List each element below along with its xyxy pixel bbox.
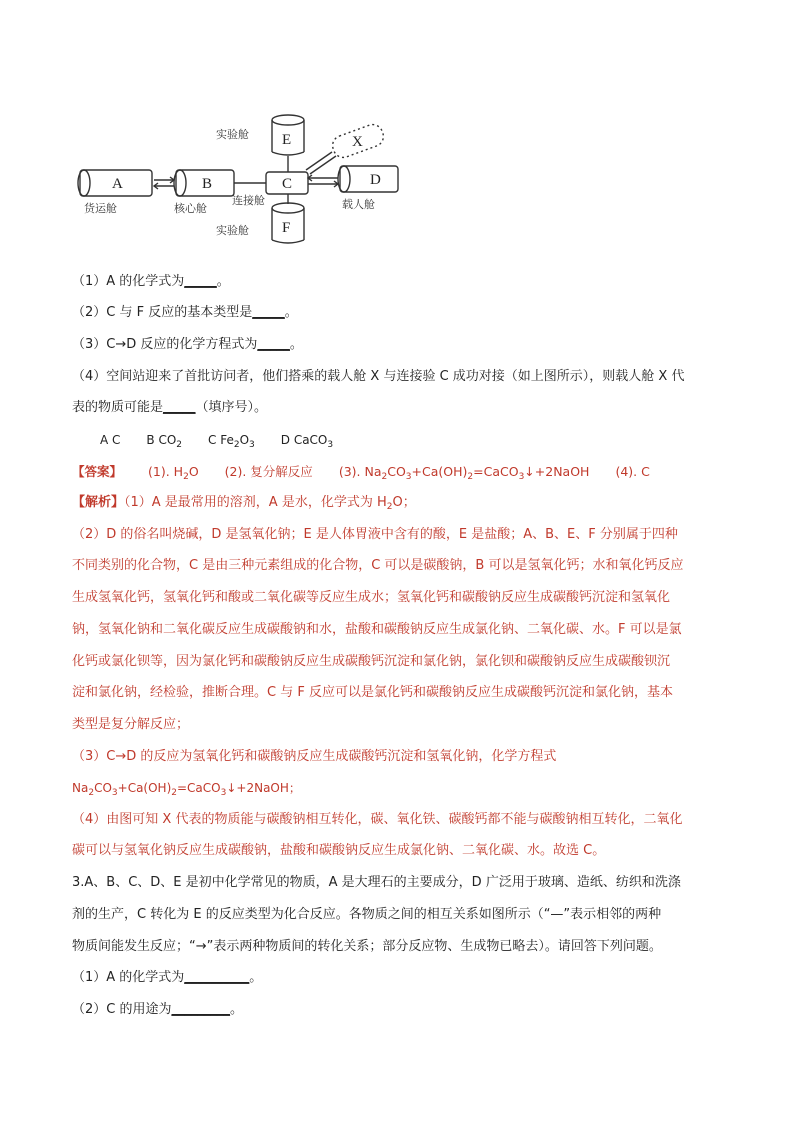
q1-end: 。 xyxy=(216,274,230,289)
node-d: D xyxy=(370,172,381,188)
node-e: E xyxy=(282,132,292,148)
option-b: B $CO_2$ xyxy=(146,433,183,450)
analysis-label: 【解析】 xyxy=(72,495,125,510)
q3-text: （3）C→D 反应的化学方程式为 xyxy=(72,337,258,352)
answer-4: (4). C xyxy=(615,464,650,479)
q2-blank: _____ xyxy=(252,305,285,320)
analysis-p4-l2: 碳可以与氢氧化钠反应生成碳酸钠，盐酸和碳酸钠反应生成氯化钠、二氧化碳、水。故选 C。 xyxy=(72,843,606,858)
analysis-p3-l1: （3）C→D 的反应为氢氧化钙和碳酸钠反应生成碳酸钙沉淀和氢氧化钠，化学方程式 xyxy=(72,749,557,764)
q3-end: 。 xyxy=(289,337,303,352)
analysis-p2-l7: 类型是复分解反应； xyxy=(72,717,190,732)
node-b: B xyxy=(202,176,213,192)
question-4-line-2 xyxy=(72,398,267,418)
question-4-line-1: （4）空间站迎来了首批访问者，他们搭乘的载人舱 X 与连接验 C 成功对接（如上图所示），则载人舱 X 代 xyxy=(72,369,685,384)
question-1 xyxy=(72,272,230,292)
q1-text: （1）A 的化学式为 xyxy=(72,274,185,289)
node-f: F xyxy=(282,220,291,236)
label-a: 货运舱 xyxy=(84,202,117,215)
analysis-p2-l1: （2）D 的俗名叫烧碱，D 是氢氧化钠；E 是人体胃液中含有的酸，E 是盐酸；A、B、E、F 分别属于四种 xyxy=(72,527,678,542)
q3-blank: _____ xyxy=(257,337,290,352)
option-a: A C xyxy=(100,433,121,447)
next-question-l2: 剂的生产，C 转化为 E 的反应类型为化合反应。各物质之间的相互关系如图所示（“—”表示相邻的两种 xyxy=(72,907,662,922)
analysis-p2-l6: 淀和氯化钠，经检验，推断合理。C 与 F 反应可以是氯化钙和碳酸钠反应生成碳酸钙沉淀和氯化钠，基本 xyxy=(72,685,673,700)
next-q2-blank: _________ xyxy=(171,1002,230,1017)
question-4-options xyxy=(100,430,333,455)
next-question-l1: 3.A、B、C、D、E 是初中化学常见的物质，A 是大理石的主要成分，D 广泛用于玻璃、造纸、纺织和洗涤 xyxy=(72,875,681,890)
next-question-q1: （1）A 的化学式为__________。 xyxy=(72,968,262,988)
label-d: 载人舱 xyxy=(342,198,375,211)
q4-text: 表的物质可能是 xyxy=(72,400,164,415)
label-e: 实验舱 xyxy=(216,128,249,141)
label-f: 实验舱 xyxy=(216,224,249,237)
analysis-p3-equation: $Na_2CO_3+Ca(OH)_2=CaCO_3↓+2NaOH$； xyxy=(72,781,301,798)
space-station-diagram xyxy=(70,100,410,250)
analysis-p4-l1: （4）由图可知 X 代表的物质能与碳酸钠相互转化，碳、氧化铁、碳酸钙都不能与碳酸钠相互转化，二氧化 xyxy=(72,812,683,827)
next-q1-blank: __________ xyxy=(184,970,250,985)
analysis-p1: 【解析】（1）A 是最常用的溶剂，A 是水，化学式为 $H_2O$； xyxy=(72,495,416,512)
answer-1: (1). $H_2O$ xyxy=(148,464,199,482)
next-question-q2: （2）C 的用途为_________。 xyxy=(72,1000,243,1020)
q1-blank: _____ xyxy=(184,274,217,289)
q2-text: （2）C 与 F 反应的基本类型是 xyxy=(72,305,253,320)
answer-2: (2). 复分解反应 xyxy=(224,464,313,479)
answer-3: (3). $Na_2CO_3+Ca(OH)_2=CaCO_3↓+2NaOH$ xyxy=(338,464,590,482)
question-2 xyxy=(72,303,298,323)
option-c: C $Fe_2O_3$ xyxy=(208,433,255,450)
analysis-p2-l5: 化钙或氯化钡等，因为氯化钙和碳酸钠反应生成碳酸钙沉淀和氯化钠，氯化钡和碳酸钠反应生成碳酸钡沉 xyxy=(72,654,671,669)
answer-label: 【答案】 xyxy=(72,464,123,479)
answer-line xyxy=(72,462,650,487)
analysis-p2-l3: 生成氢氧化钙，氢氧化钙和酸或二氧化碳等反应生成水；氢氧化钙和碳酸钠反应生成碳酸钙沉淀和氢氧化 xyxy=(72,590,671,605)
label-b: 核心舱 xyxy=(174,202,207,215)
node-x: X xyxy=(352,134,363,150)
analysis-p2-l4: 钠，氢氧化钠和二氧化碳反应生成碳酸钠和水，盐酸和碳酸钠反应生成氯化钠、二氧化碳、水。F 可以是氯 xyxy=(72,622,682,637)
analysis-p2-l2: 不同类别的化合物，C 是由三种元素组成的化合物，C 可以是碳酸钠，B 可以是氢氧化钙；水和氧化钙反应 xyxy=(72,558,684,573)
q4-blank: _____ xyxy=(163,400,196,415)
node-c: C xyxy=(282,176,293,192)
q4-end: （填序号）。 xyxy=(195,400,268,415)
next-question-l3: 物质间能发生反应；“→”表示两种物质间的转化关系；部分反应物、生成物已略去）。请回答下列问题。 xyxy=(72,939,662,954)
label-c: 连接舱 xyxy=(232,194,265,207)
q2-end: 。 xyxy=(284,305,298,320)
node-a: A xyxy=(112,176,123,192)
question-3 xyxy=(72,335,303,355)
option-d: D CaCO$_3$ xyxy=(280,433,334,450)
